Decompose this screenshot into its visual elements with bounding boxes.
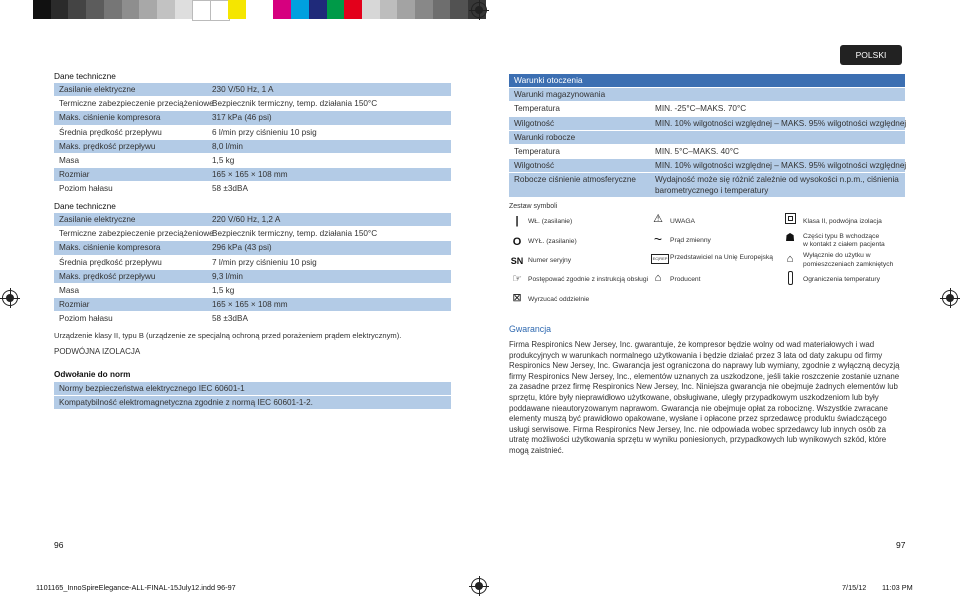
tech-data-title-1: Dane techniczne [54, 71, 116, 81]
row-label: Poziom hałasu [59, 184, 113, 194]
row-value: 296 kPa (43 psi) [212, 243, 272, 253]
warranty-line: Respironics New Jersey, Inc. Gwarancja jest ograniczona do naprawy lub wymiany, zgodnie z wyłączną decyzją [509, 361, 900, 371]
norm-text: Normy bezpieczeństwa elektrycznego IEC 60601-1 [59, 384, 245, 393]
norms-table [54, 382, 451, 409]
row-label: Temperatura [514, 146, 560, 156]
table-row [54, 213, 451, 226]
symbol-label-manufacturer: Producent [670, 276, 701, 283]
power-on-icon: | [515, 215, 519, 227]
language-tab: POLSKI [840, 45, 902, 65]
color-swatch [228, 0, 246, 19]
color-swatch [51, 0, 69, 19]
row-value: 317 kPa (46 psi) [212, 113, 272, 123]
row-value: Bezpiecznik termiczny, temp. działania 150°C [212, 229, 378, 239]
table-row [509, 159, 905, 172]
symbol-label-weee: Wyrzucać oddzielnie [528, 296, 590, 303]
registration-mark-icon [471, 2, 487, 18]
row-label: Maks. prędkość przepływu [59, 271, 156, 281]
row-value: MIN. -25°C–MAKS. 70°C [655, 104, 747, 114]
warranty-title: Gwarancja [509, 324, 552, 334]
warranty-text [509, 340, 907, 457]
operating-header: Warunki robocze [514, 132, 576, 142]
warranty-line: mogą zaistnieć. [509, 445, 564, 455]
color-swatch [68, 0, 86, 19]
color-swatch [86, 0, 104, 19]
warranty-line: firmy Respironics New Jersey, Inc., elementów uznanych za uszkodzone, jeśli takie roszczenie zostanie uznane [509, 371, 900, 381]
row-label: Zasilanie elektryczne [59, 85, 136, 94]
color-swatch [433, 0, 451, 19]
row-value: 58 ±3dBA [212, 314, 248, 324]
color-swatch [273, 0, 291, 19]
symbol-label-indoor-1: Wyłącznie do użytku w [803, 252, 871, 259]
type-b-applied-part-icon: ☗ [785, 232, 795, 244]
footer-time: 11:03 PM [882, 583, 913, 592]
row-value: 58 ±3dBA [212, 184, 248, 194]
row-label: Zasilanie elektryczne [59, 215, 136, 224]
symbol-label-type-b-2: w kontakt z ciałem pacjenta [803, 241, 885, 248]
table-row [54, 126, 451, 139]
ec-rep-icon: EC|REP [651, 254, 669, 264]
row-value: 6 l/min przy ciśnieniu 10 psig [212, 127, 317, 137]
symbol-label-off: WYŁ. (zasilanie) [528, 238, 577, 245]
row-label: Rozmiar [59, 170, 90, 180]
registration-mark-icon [471, 578, 487, 594]
footer-file-name: 1101165_InnoSpireElegance-ALL-FINAL-15July12.indd 96-97 [36, 583, 236, 592]
norm-row [54, 396, 451, 409]
color-swatch [139, 0, 157, 19]
row-value: 165 × 165 × 108 mm [212, 170, 288, 180]
symbol-label-ec-rep: Przedstawiciel na Unię Europejską [670, 254, 773, 261]
symbol-label-instructions: Postępować zgodnie z instrukcją obsługi [528, 276, 649, 283]
row-value: Bezpiecznik termiczny, temp. działania 150°C [212, 99, 378, 109]
class-note: Urządzenie klasy II, typu B (urządzenie ze specjalną ochroną przed porażeniem prądem elektrycznym). [54, 331, 402, 340]
table-row [54, 312, 451, 325]
row-label: Średnia prędkość przepływu [59, 127, 162, 137]
environment-table [509, 74, 905, 197]
row-value: 1,5 kg [212, 155, 235, 165]
warranty-line: elementy muszą być prawidłowo opakowane, wysłane i opłacone przez sprzedawcę produktu świadczącego [509, 414, 887, 424]
warranty-line: utratę możliwości użytkowania sprzętu w wyniku poniesionych, przypadkowych lub wynikowych szkód, które [509, 435, 887, 445]
storage-header: Warunki magazynowania [514, 90, 606, 100]
color-swatch [122, 0, 140, 19]
table-row [54, 154, 451, 167]
storage-header-row [509, 88, 905, 101]
pressure-row [509, 173, 905, 197]
color-swatch [157, 0, 175, 19]
symbol-label-temperature: Ograniczenia temperatury [803, 276, 880, 283]
symbol-label-caution: UWAGA [670, 218, 696, 225]
tech-data-title-2: Dane techniczne [54, 201, 116, 211]
color-swatch [450, 0, 468, 19]
row-label: Masa [59, 155, 80, 165]
registration-mark-icon [2, 290, 18, 306]
row-label: Temperatura [514, 104, 560, 114]
caution-icon: ⚠ [653, 213, 663, 225]
table-row [54, 270, 451, 283]
table-row [54, 284, 451, 297]
warranty-line: produkcyjnych w warunkach normalnego użytkowania i będzie działać przez 3 lata od daty zakupu od firmy [509, 350, 883, 360]
instructions-icon: ☞ [512, 273, 522, 285]
warranty-line: usługi serwisowe. Firma Respironics New Jersey, Inc. nie odpowiada wobec sprzedawcy lub innych osób za [509, 424, 887, 434]
color-swatch [309, 0, 327, 19]
double-insulation-label: PODWÓJNA IZOLACJA [54, 347, 141, 356]
table-row [54, 298, 451, 311]
table-row [509, 102, 905, 115]
table-row [54, 111, 451, 124]
norms-title: Odwołanie do norm [54, 370, 131, 379]
row-label: Masa [59, 285, 80, 295]
row-value: 230 V/50 Hz, 1 A [212, 85, 274, 94]
symbol-label-on: WŁ. (zasilanie) [528, 218, 573, 225]
table-row [54, 83, 451, 96]
row-value: 220 V/60 Hz, 1,2 A [212, 215, 281, 224]
table-row [54, 256, 451, 269]
row-value: 1,5 kg [212, 285, 235, 295]
environment-header: Warunki otoczenia [509, 74, 905, 87]
table-row [54, 140, 451, 153]
table-row [54, 227, 451, 240]
table-row [54, 168, 451, 181]
row-label: Rozmiar [59, 300, 90, 310]
row-value: MIN. 10% wilgotności względnej – MAKS. 95% wilgotności względnej [655, 118, 907, 128]
row-label: Wilgotność [514, 161, 555, 171]
pressure-value-line1: Wydajność może się różnić zależnie od wysokości n.p.m., ciśnienia [655, 175, 899, 185]
warranty-line: Firma Respironics New Jersey, Inc. gwarantuje, że kompresor będzie wolny od wad materiałowych i wad [509, 340, 875, 349]
symbol-label-indoor-2: pomieszczeniach zamkniętych [803, 261, 894, 268]
row-label: Poziom hałasu [59, 314, 113, 324]
symbols-title: Zestaw symboli [509, 203, 558, 210]
temperature-limit-icon [788, 271, 793, 285]
symbol-label-class-ii: Klasa II, podwójna izolacja [803, 218, 882, 225]
table-row [509, 117, 905, 130]
row-label: Termiczne zabezpieczenie przeciążeniowe [59, 99, 214, 109]
color-swatch [415, 0, 433, 19]
row-value: 9,3 l/min [212, 271, 243, 281]
warranty-line: sprzętu, które były nieprawidłowo użytkowane, obsługiwane, uległy przypadkowym uszkodzeniom lub były [509, 392, 879, 402]
color-swatch [104, 0, 122, 19]
serial-number-icon: SN [510, 256, 524, 266]
table-row [54, 241, 451, 254]
color-swatch [397, 0, 415, 19]
symbol-label-type-b-1: Części typu B wchodzące [803, 233, 880, 240]
row-label: Wilgotność [514, 118, 555, 128]
row-value: 165 × 165 × 108 mm [212, 300, 288, 310]
pressure-label: Robocze ciśnienie atmosferyczne [514, 175, 636, 185]
symbol-label-serial: Numer seryjny [528, 257, 572, 264]
alternating-current-icon: ~ [653, 231, 663, 247]
row-label: Termiczne zabezpieczenie przeciążeniowe [59, 229, 214, 239]
color-swatch [362, 0, 380, 19]
table-row [509, 145, 905, 158]
color-swatch [291, 0, 309, 19]
norm-text: Kompatybilność elektromagnetyczna zgodnie z normą IEC 60601-1-2. [59, 398, 313, 408]
page-number-left: 96 [54, 540, 64, 550]
tech-data-table-1 [54, 83, 451, 196]
row-value: MIN. 5°C–MAKS. 40°C [655, 146, 739, 156]
color-swatch [327, 0, 345, 19]
indoor-use-icon: ⌂ [786, 253, 794, 265]
footer-date: 7/15/12 [842, 583, 867, 592]
table-row [54, 97, 451, 110]
row-label: Maks. ciśnienie kompresora [59, 113, 161, 123]
row-value: 8,0 l/min [212, 141, 243, 151]
row-label: Maks. ciśnienie kompresora [59, 243, 161, 253]
pressure-value-line2: barometrycznego i temperatury [655, 185, 769, 195]
norm-row [54, 382, 451, 395]
page-number-right: 97 [896, 540, 906, 550]
color-swatch [344, 0, 362, 19]
warranty-line: za zasadne przez firmę Respironics New Jersey, Inc. Niniejsza gwarancja nie obejmuje żadnych elementów lub [509, 382, 898, 392]
color-swatch [33, 0, 51, 19]
operating-header-row [509, 131, 905, 144]
symbol-label-ac: Prąd zmienny [670, 237, 711, 244]
row-value: 7 l/min przy ciśnieniu 10 psig [212, 257, 317, 267]
warranty-line: poddawane nieautoryzowanym naprawom. Gwarancja nie obejmuje opłat za robociznę. Wszystkie zwracane [509, 403, 888, 413]
power-off-icon: O [512, 236, 522, 248]
registration-mark-icon [942, 290, 958, 306]
row-value: MIN. 10% wilgotności względnej – MAKS. 95% wilgotności względnej [655, 161, 907, 171]
table-row [54, 182, 451, 195]
weee-bin-icon: ⊠ [512, 292, 522, 304]
color-swatch [175, 0, 193, 19]
class-ii-icon [785, 213, 796, 224]
manufacturer-icon: ⌂ [654, 272, 662, 284]
row-label: Średnia prędkość przepływu [59, 257, 162, 267]
color-swatch [380, 0, 398, 19]
row-label: Maks. prędkość przepływu [59, 141, 156, 151]
tech-data-table-2 [54, 213, 451, 326]
